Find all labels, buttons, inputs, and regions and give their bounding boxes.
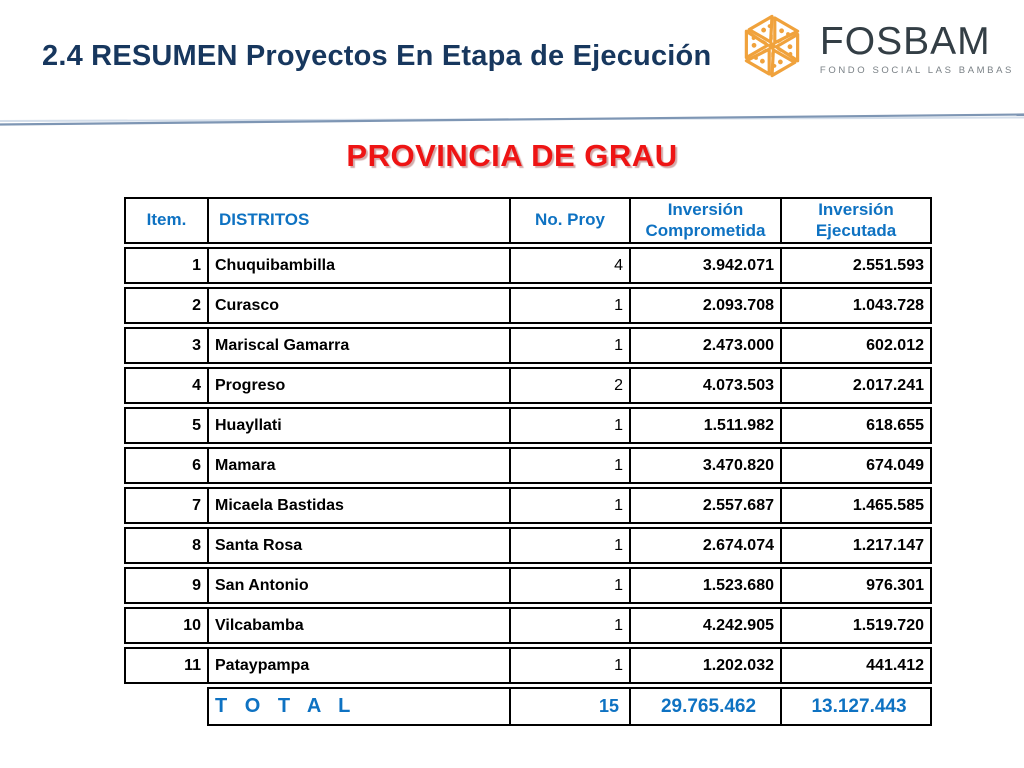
- cell-item: 3: [124, 327, 207, 364]
- cell-item: 9: [124, 567, 207, 604]
- cell-ejecutada: 2.017.241: [780, 367, 932, 404]
- cell-no-proy: 1: [509, 487, 629, 524]
- fosbam-wordmark: FOSBAM: [819, 20, 991, 63]
- table-total-row: [124, 687, 932, 726]
- cell-item: 7: [124, 487, 207, 524]
- cell-comprometida: 2.674.074: [629, 527, 780, 564]
- province-title: PROVINCIA DE GRAU: [346, 138, 678, 173]
- cell-no-proy: 4: [509, 247, 629, 284]
- cell-no-proy: 1: [509, 647, 629, 684]
- table-row: [124, 647, 932, 684]
- cell-ejecutada: 1.217.147: [780, 527, 932, 564]
- cell-comprometida: 2.093.708: [629, 287, 780, 324]
- cell-no-proy: 1: [509, 527, 629, 564]
- column-header-inversion-comprometida: Inversión Comprometida: [629, 197, 780, 244]
- cell-comprometida: 2.473.000: [629, 327, 780, 364]
- fosbam-wordmark-block: [820, 16, 1014, 76]
- cell-item: 1: [124, 247, 207, 284]
- table-row: [124, 607, 932, 644]
- cell-district: Santa Rosa: [207, 527, 509, 564]
- cell-total-blank: [124, 687, 207, 726]
- fosbam-emblem-icon: [732, 4, 812, 88]
- table-row: [124, 287, 932, 324]
- cell-district: Curasco: [207, 287, 509, 324]
- cell-item: 2: [124, 287, 207, 324]
- cell-total-comprometida: 29.765.462: [629, 687, 780, 726]
- cell-item: 11: [124, 647, 207, 684]
- cell-ejecutada: 674.049: [780, 447, 932, 484]
- cell-item: 10: [124, 607, 207, 644]
- cell-no-proy: 1: [509, 327, 629, 364]
- slide-title: 2.4 RESUMEN Proyectos En Etapa de Ejecución: [42, 40, 712, 72]
- cell-comprometida: 3.942.071: [629, 247, 780, 284]
- cell-district: Huayllati: [207, 407, 509, 444]
- cell-no-proy: 1: [509, 447, 629, 484]
- cell-no-proy: 2: [509, 367, 629, 404]
- cell-no-proy: 1: [509, 407, 629, 444]
- fosbam-logo: [732, 4, 1014, 88]
- cell-district: Pataypampa: [207, 647, 509, 684]
- cell-district: Vilcabamba: [207, 607, 509, 644]
- cell-no-proy: 1: [509, 287, 629, 324]
- table-row: [124, 487, 932, 524]
- table-row: [124, 567, 932, 604]
- cell-ejecutada: 618.655: [780, 407, 932, 444]
- cell-item: 8: [124, 527, 207, 564]
- cell-item: 6: [124, 447, 207, 484]
- header-divider-line: [0, 102, 1024, 132]
- cell-comprometida: 2.557.687: [629, 487, 780, 524]
- table-row: [124, 407, 932, 444]
- cell-no-proy: 1: [509, 607, 629, 644]
- cell-district: Chuquibambilla: [207, 247, 509, 284]
- cell-ejecutada: 1.465.585: [780, 487, 932, 524]
- cell-comprometida: 4.073.503: [629, 367, 780, 404]
- column-header-distritos: DISTRITOS: [207, 197, 509, 244]
- cell-no-proy: 1: [509, 567, 629, 604]
- cell-district: Progreso: [207, 367, 509, 404]
- fosbam-tagline: FONDO SOCIAL LAS BAMBAS: [819, 65, 1014, 76]
- cell-comprometida: 1.202.032: [629, 647, 780, 684]
- cell-ejecutada: 1.519.720: [780, 607, 932, 644]
- cell-item: 5: [124, 407, 207, 444]
- cell-district: Mariscal Gamarra: [207, 327, 509, 364]
- cell-ejecutada: 976.301: [780, 567, 932, 604]
- cell-comprometida: 1.511.982: [629, 407, 780, 444]
- table-header-row: [124, 197, 932, 244]
- table-row: [124, 447, 932, 484]
- cell-district: Mamara: [207, 447, 509, 484]
- cell-total-ejecutada: 13.127.443: [780, 687, 932, 726]
- cell-comprometida: 4.242.905: [629, 607, 780, 644]
- cell-ejecutada: 2.551.593: [780, 247, 932, 284]
- cell-district: Micaela Bastidas: [207, 487, 509, 524]
- column-header-item: Item.: [124, 197, 207, 244]
- table-row: [124, 367, 932, 404]
- cell-item: 4: [124, 367, 207, 404]
- summary-table: [124, 194, 932, 729]
- cell-comprometida: 1.523.680: [629, 567, 780, 604]
- cell-ejecutada: 602.012: [780, 327, 932, 364]
- cell-total-label: T O T A L: [207, 687, 509, 726]
- table-row: [124, 527, 932, 564]
- cell-ejecutada: 441.412: [780, 647, 932, 684]
- column-header-inversion-ejecutada: Inversión Ejecutada: [780, 197, 932, 244]
- table-row: [124, 247, 932, 284]
- cell-district: San Antonio: [207, 567, 509, 604]
- cell-comprometida: 3.470.820: [629, 447, 780, 484]
- cell-ejecutada: 1.043.728: [780, 287, 932, 324]
- table-row: [124, 327, 932, 364]
- column-header-no-proy: No. Proy: [509, 197, 629, 244]
- cell-total-no-proy: 15: [509, 687, 629, 726]
